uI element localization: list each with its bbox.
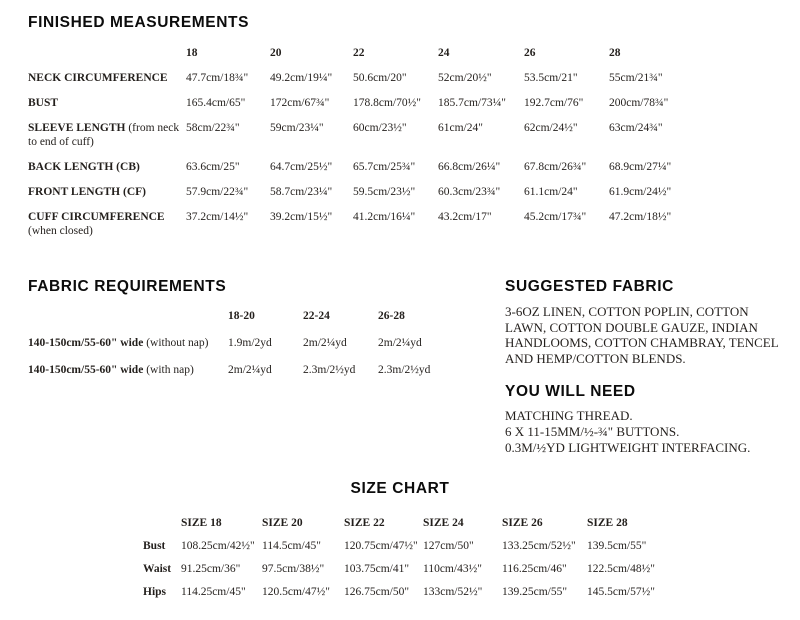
row-label: Waist: [143, 563, 172, 575]
suggested-fabric-title: SUGGESTED FABRIC: [505, 278, 674, 295]
finished-measurements-table: [28, 46, 694, 249]
fabric_requirements-column-header-2: 26-28: [378, 310, 405, 322]
finished_measurements-cell-1-3: 185.7cm/73¼": [438, 97, 506, 109]
finished_measurements-cell-3-0: 63.6cm/25": [186, 161, 240, 173]
finished_measurements-cell-1-5: 200cm/78¾": [609, 97, 669, 109]
fabric_requirements-cell-0-2: 2m/2¼yd: [378, 337, 422, 349]
finished_measurements-cell-1-1: 172cm/67¾": [270, 97, 330, 109]
size_chart-row-2: [143, 585, 677, 608]
you-will-need-list: [505, 408, 795, 456]
finished_measurements-row-4: [28, 185, 694, 210]
you-will-need-section: [505, 382, 795, 456]
finished_measurements-cell-5-1: 39.2cm/15½": [270, 211, 333, 223]
finished_measurements-cell-4-1: 58.7cm/23¼": [270, 186, 333, 198]
finished_measurements-row-5: [28, 210, 694, 249]
finished_measurements-cell-0-3: 52cm/20½": [438, 72, 492, 84]
suggested-fabric-section: [505, 277, 783, 366]
row-label: BUST: [28, 97, 59, 109]
finished_measurements-row-1: [28, 96, 694, 121]
size_chart-cell-1-1: 97.5cm/38½": [262, 563, 325, 575]
finished_measurements-cell-5-4: 45.2cm/17¾": [524, 211, 587, 223]
fabric_requirements-cell-1-0: 2m/2¼yd: [228, 364, 272, 376]
finished_measurements-header-row: [28, 46, 694, 71]
finished_measurements-cell-2-2: 60cm/23½": [353, 122, 407, 134]
finished_measurements-row-2: [28, 121, 694, 160]
size-chart-table: [143, 516, 677, 608]
row-label: NECK CIRCUMFERENCE: [28, 72, 168, 84]
finished_measurements-cell-0-2: 50.6cm/20": [353, 72, 407, 84]
finished_measurements-row-0: [28, 71, 694, 96]
fabric_requirements-cell-1-2: 2.3m/2½yd: [378, 364, 431, 376]
finished_measurements-cell-3-3: 66.8cm/26¼": [438, 161, 501, 173]
size_chart-cell-1-3: 110cm/43½": [423, 563, 482, 575]
finished_measurements-cell-0-4: 53.5cm/21": [524, 72, 578, 84]
size_chart-header-row: [143, 516, 677, 539]
size_chart-column-header-1: SIZE 20: [262, 517, 303, 529]
finished_measurements-cell-2-4: 62cm/24½": [524, 122, 578, 134]
finished_measurements-cell-3-4: 67.8cm/26¾": [524, 161, 587, 173]
finished_measurements-cell-5-0: 37.2cm/14½": [186, 211, 249, 223]
finished_measurements-cell-4-0: 57.9cm/22¾": [186, 186, 249, 198]
size_chart-cell-2-2: 126.75cm/50": [344, 586, 410, 598]
finished_measurements-cell-4-4: 61.1cm/24": [524, 186, 578, 198]
size_chart-row-1: [143, 562, 677, 585]
fabric_requirements-cell-0-0: 1.9m/2yd: [228, 337, 272, 349]
size_chart-row-0: [143, 539, 677, 562]
row-label: CUFF CIRCUMFERENCE (when closed): [28, 211, 165, 237]
size_chart-cell-2-0: 114.25cm/45": [181, 586, 246, 598]
finished_measurements-cell-2-3: 61cm/24": [438, 122, 483, 134]
size_chart-cell-1-5: 122.5cm/48½": [587, 563, 655, 575]
fabric_requirements-row-0: [28, 336, 463, 363]
row-label: 140-150cm/55-60" wide (with nap): [28, 364, 194, 376]
fabric_requirements-cell-1-1: 2.3m/2½yd: [303, 364, 356, 376]
fabric_requirements-column-header-1: 22-24: [303, 310, 330, 322]
size_chart-cell-2-4: 139.25cm/55": [502, 586, 568, 598]
finished-measurements-title: FINISHED MEASUREMENTS: [28, 14, 250, 31]
size_chart-column-header-0: SIZE 18: [181, 517, 222, 529]
size_chart-cell-2-5: 145.5cm/57½": [587, 586, 655, 598]
size-chart-section: [143, 516, 677, 608]
finished_measurements-cell-5-5: 47.2cm/18½": [609, 211, 672, 223]
row-label: Hips: [143, 586, 167, 598]
finished_measurements-cell-1-4: 192.7cm/76": [524, 97, 584, 109]
finished_measurements-cell-1-0: 165.4cm/65": [186, 97, 246, 109]
text-line: MATCHING THREAD.: [505, 408, 633, 423]
size_chart-column-header-5: SIZE 28: [587, 517, 628, 529]
fabric_requirements-row-1: [28, 363, 463, 390]
fabric_requirements-cell-0-1: 2m/2¼yd: [303, 337, 347, 349]
size-chart-title: SIZE CHART: [350, 480, 450, 497]
you-will-need-title: YOU WILL NEED: [505, 383, 636, 400]
finished_measurements-cell-2-5: 63cm/24¾": [609, 122, 663, 134]
finished_measurements-cell-0-1: 49.2cm/19¼": [270, 72, 333, 84]
finished_measurements-cell-3-1: 64.7cm/25½": [270, 161, 333, 173]
row-label: Bust: [143, 540, 166, 552]
size_chart-column-header-4: SIZE 26: [502, 517, 543, 529]
size_chart-cell-0-0: 108.25cm/42½": [181, 540, 255, 552]
size_chart-cell-1-4: 116.25cm/46": [502, 563, 567, 575]
finished_measurements-row-3: [28, 160, 694, 185]
row-label: BACK LENGTH (CB): [28, 161, 140, 173]
finished_measurements-cell-3-2: 65.7cm/25¾": [353, 161, 416, 173]
corner-cell: [28, 309, 228, 336]
finished_measurements-column-header-5: 28: [609, 47, 621, 59]
finished_measurements-column-header-3: 24: [438, 47, 450, 59]
finished_measurements-cell-2-0: 58cm/22¾": [186, 122, 240, 134]
finished_measurements-column-header-0: 18: [186, 47, 198, 59]
finished_measurements-column-header-2: 22: [353, 47, 365, 59]
fabric-requirements-title: FABRIC REQUIREMENTS: [28, 278, 227, 295]
finished_measurements-column-header-4: 26: [524, 47, 536, 59]
finished_measurements-cell-4-3: 60.3cm/23¾": [438, 186, 501, 198]
row-label: FRONT LENGTH (CF): [28, 186, 146, 198]
finished_measurements-column-header-1: 20: [270, 47, 282, 59]
size_chart-cell-0-4: 133.25cm/52½": [502, 540, 576, 552]
size_chart-cell-2-3: 133cm/52½": [423, 586, 483, 598]
text-line: 6 X 11-15MM/½-¾" BUTTONS.: [505, 424, 680, 439]
size_chart-cell-0-1: 114.5cm/45": [262, 540, 321, 552]
size_chart-column-header-3: SIZE 24: [423, 517, 464, 529]
finished_measurements-cell-3-5: 68.9cm/27¼": [609, 161, 672, 173]
finished-measurements-section: [28, 13, 694, 249]
size_chart-cell-0-3: 127cm/50": [423, 540, 474, 552]
size_chart-cell-1-2: 103.75cm/41": [344, 563, 410, 575]
finished_measurements-cell-2-1: 59cm/23¼": [270, 122, 324, 134]
text-line: 0.3M/½YD LIGHTWEIGHT INTERFACING.: [505, 440, 751, 455]
finished_measurements-cell-5-3: 43.2cm/17": [438, 211, 492, 223]
size_chart-cell-0-5: 139.5cm/55": [587, 540, 647, 552]
row-label: 140-150cm/55-60" wide (without nap): [28, 337, 209, 349]
finished_measurements-cell-5-2: 41.2cm/16¼": [353, 211, 416, 223]
finished_measurements-cell-0-0: 47.7cm/18¾": [186, 72, 249, 84]
size_chart-cell-0-2: 120.75cm/47½": [344, 540, 418, 552]
row-label: SLEEVE LENGTH (from neck to end of cuff): [28, 122, 180, 148]
size-chart-title-wrap: [0, 479, 800, 499]
size_chart-column-header-2: SIZE 22: [344, 517, 385, 529]
size_chart-cell-2-1: 120.5cm/47½": [262, 586, 330, 598]
fabric_requirements-header-row: [28, 309, 463, 336]
finished_measurements-cell-1-2: 178.8cm/70½": [353, 97, 421, 109]
fabric-requirements-section: [28, 277, 463, 390]
suggested-fabric-text: 3-6OZ LINEN, COTTON POPLIN, COTTON LAWN, COTTON DOUBLE GAUZE, INDIAN HANDLOOMS, COTTON CHAMBRAY, TENCEL AND HEMP/COTTON BLENDS.: [505, 304, 779, 366]
size_chart-cell-1-0: 91.25cm/36": [181, 563, 241, 575]
finished_measurements-cell-0-5: 55cm/21¾": [609, 72, 663, 84]
finished_measurements-cell-4-2: 59.5cm/23½": [353, 186, 416, 198]
corner-cell: [143, 516, 181, 539]
fabric_requirements-column-header-0: 18-20: [228, 310, 255, 322]
fabric-requirements-table: [28, 309, 463, 390]
finished_measurements-cell-4-5: 61.9cm/24½": [609, 186, 672, 198]
corner-cell: [28, 46, 186, 71]
